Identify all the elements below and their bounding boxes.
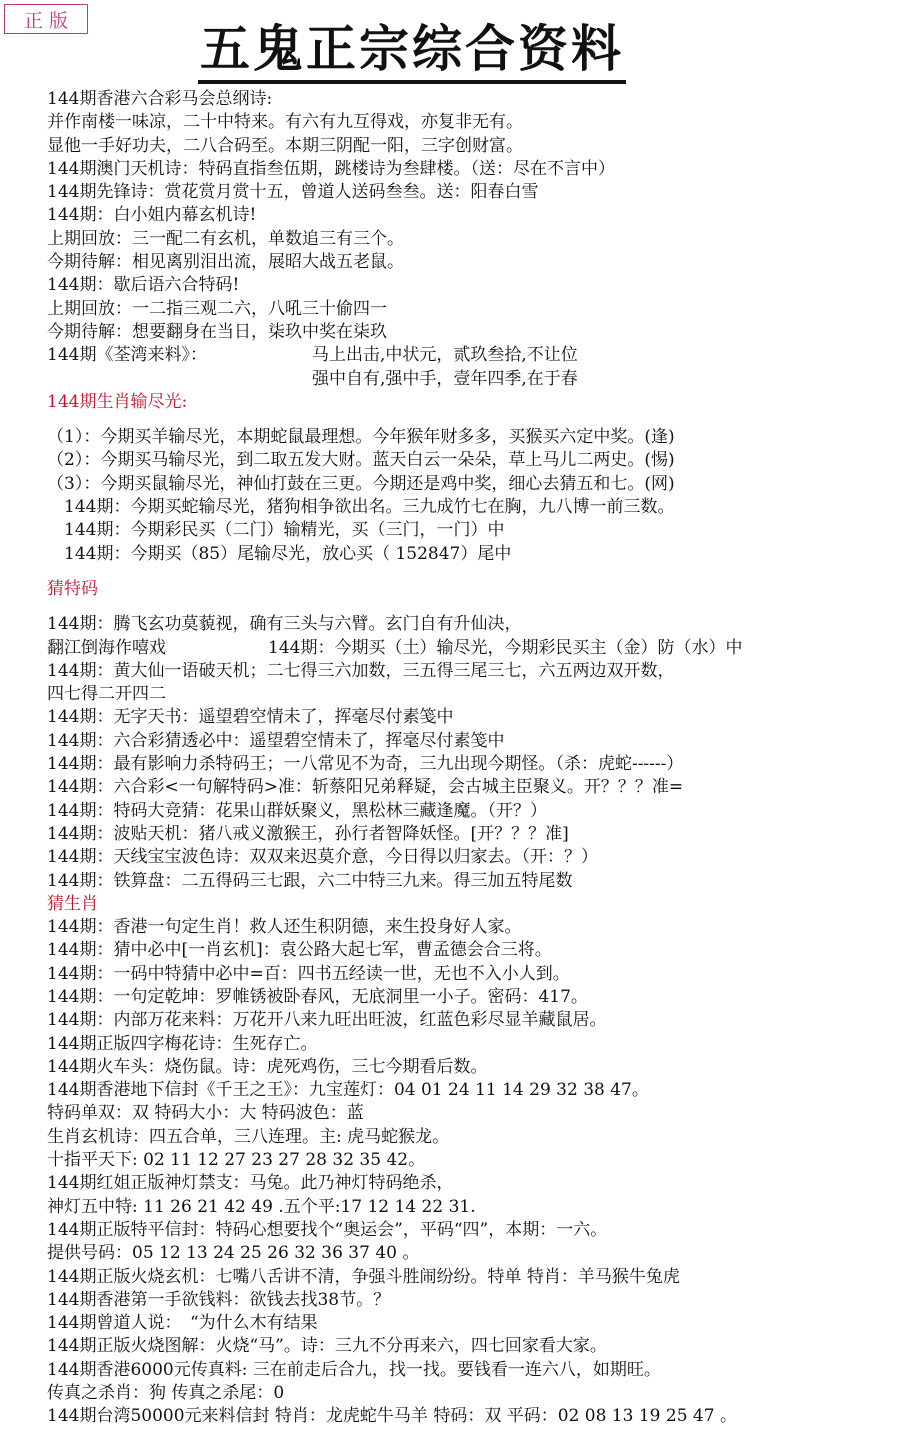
section-special (47, 613, 897, 893)
section3-line: 144期：铁算盘：二五得码三七跟，六二中特三九来。得三加五特尾数 (47, 870, 573, 891)
section2-line: 144期：今期彩民买（二门）输精光，买（三门，一门）中 (47, 520, 505, 541)
taiwan-label: 144期《荃湾来料》： (47, 345, 207, 366)
section4-line: 144期正版火烧玄机：七嘴八舌讲不清，争强斗胜闹纷纷。特单 特肖：羊马猴牛兔虎 (47, 1266, 680, 1287)
section1-line: 并作南楼一味凉，二十中特来。有六有九互得戏，亦复非无有。 (47, 112, 523, 133)
section1-line: 今期待解：相见离别泪出流，展昭大战五老鼠。 (47, 252, 404, 273)
heading-special: 猜特码 (47, 578, 98, 599)
section-general (47, 88, 897, 344)
section4-line: 144期：猜中必中[一肖玄机]：袁公路大起七军，曹孟德会合三将。 (47, 940, 552, 961)
section4-line: 提供号码：05 12 13 24 25 26 32 36 37 40 。 (47, 1243, 420, 1264)
taiwan-spacer (47, 368, 312, 391)
section2-line: 144期：今期买（85）尾输尽光，放心买（ 152847）尾中 (47, 543, 512, 564)
section3-line: 144期：六合彩<一句解特码>准：斩蔡阳兄弟释疑，会古城主臣聚义。开？？？准= (47, 777, 684, 798)
section3-line: 144期：无字天书：遥望碧空情未了，挥毫尽付素笺中 (47, 707, 454, 728)
section3-line: 144期：黄大仙一语破天机；二七得三六加数，三五得三尾三七，六五两边双开数， (47, 660, 675, 681)
section1-line: 144期：白小姐内幕玄机诗! (47, 205, 257, 226)
heading-zodiac: 猜生肖 (47, 893, 98, 914)
section1-line: 144期香港六合彩马会总纲诗: (47, 89, 273, 109)
section4-line: 144期香港地下信封《千王之王》：九宝莲灯：04 01 24 11 14 29 32 38 47。 (47, 1080, 649, 1101)
section4-line: 144期：一码中特猜中必中=百：四书五经读一世，无也不入小人到。 (47, 963, 570, 984)
section3-line: 144期：腾飞玄功莫藐视，确有三头与六臂。玄门自有升仙决， (47, 614, 522, 635)
section1-line: 上期回放：一二指三观二六，八吼三十偷四一 (47, 298, 387, 319)
section4-line: 144期：一句定乾坤：罗帷锈被卧春风，无底洞里一小子。密码：417。 (47, 986, 588, 1007)
section1-line: 144期澳门天机诗：特码直指叁伍期，跳楼诗为叁肆楼。（送：尽在不言中） (47, 158, 615, 179)
section1-line: 今期待解：想要翻身在当日，柒玖中奖在柒玖 (47, 321, 387, 342)
section4-line: 144期台湾50000元来料信封 特肖：龙虎蛇牛马羊 特码：双 平码：02 08 13 19 25 47 。 (47, 1406, 737, 1427)
section2-line: （1）：今期买羊输尽光，本期蛇鼠最理想。今年猴年财多多，买猴买六定中奖。(逢) (47, 427, 675, 448)
section4-line: 传真之杀肖：狗 传真之杀尾：0 (47, 1383, 285, 1404)
heading-lose: 144期生肖输尽光: (47, 391, 188, 412)
section3-line: 四七得二开四二 (47, 684, 166, 705)
section3-line: 144期：特码大竞猜：花果山群妖聚义，黑松林三藏逢魔。（开？） (47, 800, 547, 821)
section4-line: 144期正版四字梅花诗：生死存亡。 (47, 1033, 318, 1054)
taiwan-line-2: 强中自有,强中手，壹年四季,在于春 (312, 368, 578, 389)
section2-line: （3）：今期买鼠输尽光，神仙打鼓在三更。今期还是鸡中奖，细心去猜五和七。(网) (47, 473, 675, 494)
section4-line: 144期正版特平信封：特码心想要找个“奥运会”，平码“四”，本期：一六。 (47, 1219, 608, 1240)
section1-line: 144期先锋诗：赏花赏月赏十五，曾道人送码叁叁。送：阳春白雪 (47, 182, 539, 203)
section4-line: 神灯五中特: 11 26 21 42 49 .五个平:17 12 14 22 31. (47, 1196, 476, 1217)
section1-line: 上期回放：三一配二有玄机，单数追三有三个。 (47, 228, 404, 249)
content-body (47, 88, 897, 1429)
taiwan-line-1: 马上出击,中状元，贰玖叁拾,不让位 (312, 345, 578, 366)
section-lose (47, 426, 897, 566)
section4-line: 特码单双：双 特码大小：大 特码波色：蓝 (47, 1103, 364, 1124)
section4-line: 十指平天下: 02 11 12 27 23 27 28 32 35 42。 (47, 1150, 426, 1171)
section4-line: 144期红姐正版神灯禁支：马兔。此乃神灯特码绝杀， (47, 1173, 454, 1194)
section3-line: 144期：最有影响力杀特码王；一八常见不为奇，三九出现今期怪。（杀：虎蛇------） (47, 754, 684, 775)
section4-line: 144期正版火烧图解：火烧“马”。诗：三九不分再来六，四七回家看大家。 (47, 1336, 607, 1357)
section2-line: （2）：今期买马输尽光，到二取五发大财。蓝天白云一朵朵，草上马儿二两史。(惕) (47, 450, 675, 471)
section3-line: 144期：波贴天机：猪八戒义激猴王，孙行者智降妖怪。[开？？？准] (47, 823, 569, 844)
section4-line: 144期曾道人说： “为什么木有结果 (47, 1313, 318, 1334)
genuine-badge: 正 版 (4, 4, 88, 34)
section4-line: 144期：香港一句定生肖！救人还生积阴德，来生投身好人家。 (47, 917, 522, 938)
section4-line: 生肖玄机诗：四五合单，三八连理。主: 虎马蛇猴龙。 (47, 1126, 450, 1147)
section3-line: 翻江倒海作嘻戏 144期：今期买（土）输尽光，今期彩民买主（金）防（水）中 (47, 637, 743, 658)
page-title: 五鬼正宗综合资料 (198, 18, 626, 84)
section-zodiac (47, 916, 897, 1429)
section4-line: 144期火车头：烧伤鼠。诗：虎死鸡伤，三七今期看后数。 (47, 1056, 488, 1077)
taiwan-row-2 (47, 368, 897, 391)
section2-line: 144期：今期买蛇输尽光，猪狗相争欲出名。三九成竹七在胸，九八博一前三数。 (47, 497, 675, 518)
section4-line: 144期香港6000元传真料: 三在前走后合九，找一找。要钱看一连六八，如期旺。 (47, 1359, 661, 1380)
section1-line: 显他一手好功夫，二八合码至。本期三阴配一阳，三字创财富。 (47, 135, 523, 156)
section4-line: 144期：内部万花来料：万花开八来九旺出旺波，红蓝色彩尽显羊藏鼠居。 (47, 1010, 607, 1031)
section3-line: 144期：天线宝宝波色诗：双双来迟莫介意，今日得以归家去。（开：？） (47, 847, 598, 868)
section3-line: 144期：六合彩猜透必中：遥望碧空情未了，挥毫尽付素笺中 (47, 730, 505, 751)
taiwan-row-1 (47, 344, 897, 367)
section4-line: 144期香港第一手欲钱料：欲钱去找38节。？ (47, 1289, 391, 1310)
section1-line: 144期：歇后语六合特码! (47, 275, 240, 296)
